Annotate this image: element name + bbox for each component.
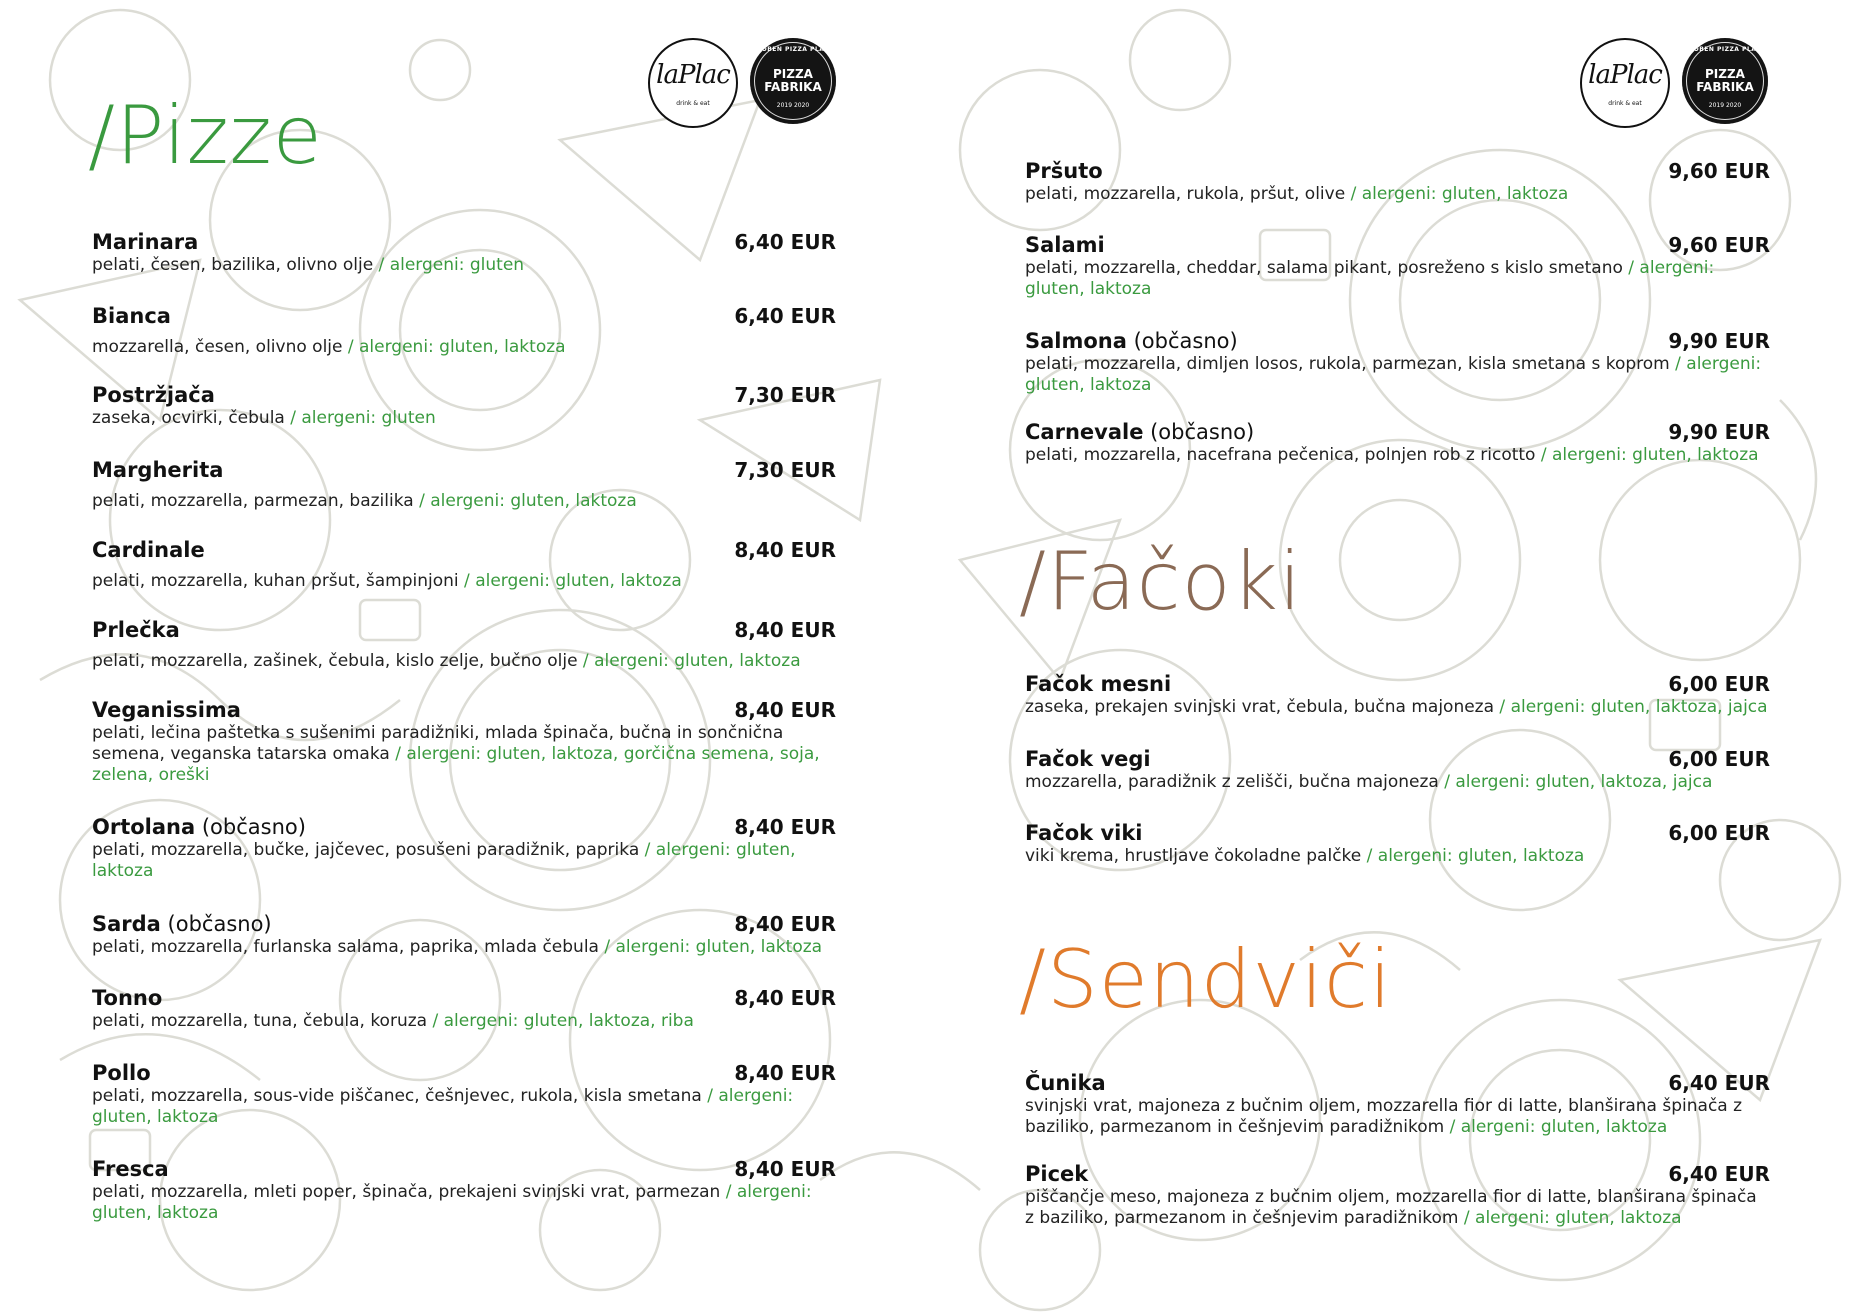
item-price: 6,00 EUR [1668,672,1770,696]
pizza-fabrika-line-1: PIZZA [773,67,813,81]
menu-item [1025,672,1770,718]
item-note: (občasno) [1143,420,1255,444]
item-description [92,491,836,512]
item-price: 8,40 EUR [734,815,836,839]
item-allergens: / alergeni: gluten, laktoza [1345,184,1569,204]
pizza-fabrika-logo [1682,38,1768,124]
item-price: 6,40 EUR [1668,1071,1770,1095]
item-allergens: / alergeni: gluten, laktoza [92,840,796,881]
item-price: 7,30 EUR [734,458,836,482]
item-price: 8,40 EUR [734,538,836,562]
menu-item [1025,1162,1770,1229]
item-price: 8,40 EUR [734,1157,836,1181]
pizza-fabrika-year: 2019 2020 [776,102,810,109]
pizza-fabrika-logo [750,38,836,124]
item-description [1025,184,1770,205]
item-description [1025,772,1770,793]
pizza-fabrika-year: 2019 2020 [1708,102,1742,109]
item-note: (občasno) [195,815,306,839]
item-name: Cardinale [92,538,205,562]
pizza-fabrika-ring-text: GLOBEN PIZZA PLACE [752,46,834,53]
item-name: Sarda [92,912,161,936]
item-note: (občasno) [160,912,272,936]
item-allergens: / alergeni: gluten, laktoza [92,1182,812,1223]
facoki-title: /Fačoki [1019,535,1303,628]
item-ingredients: pelati, mozzarella, furlanska salama, paprika, mlada čebula [92,937,599,957]
item-description [92,255,836,276]
item-ingredients: pelati, mozzarella, zašinek, čebula, kislo zelje, bučno olje [92,651,578,671]
item-price: 9,90 EUR [1668,420,1770,444]
laplac-logo-subtext: drink & eat [676,100,710,107]
laplac-logo-text: laPlac [656,60,730,90]
item-allergens: / alergeni: gluten, laktoza [1361,846,1585,866]
menu-item [92,304,836,358]
item-name: Fačok viki [1025,821,1143,845]
item-description [92,1182,836,1224]
item-ingredients: pelati, mozzarella, nacefrana pečenica, polnjen rob z ricotto [1025,445,1536,465]
item-ingredients: pelati, mozzarella, dimljen losos, rukola, parmezan, kisla smetana s koprom [1025,354,1670,374]
item-note: (občasno) [1126,329,1238,353]
item-name: Salami [1025,233,1105,257]
item-ingredients: svinjski vrat, majoneza z bučnim oljem, mozzarella fior di latte, blanširana špinača z baziliko, parmezanom in češnjevim paradižnikom [1025,1096,1743,1137]
item-ingredients: pelati, mozzarella, cheddar, salama pikant, posreženo s kislo smetano [1025,258,1623,278]
menu-item [92,698,836,786]
item-allergens: / alergeni: gluten, laktoza [1025,354,1762,395]
item-ingredients: pelati, mozzarella, parmezan, bazilika [92,491,414,511]
pizza-fabrika-ring-text: GLOBEN PIZZA PLACE [1684,46,1766,53]
item-price: 8,40 EUR [734,618,836,642]
menu-item [1025,747,1770,793]
item-ingredients: pelati, lečina paštetka s sušenimi paradižniki, mlada špinača, bučna in sončnična semena, veganska tatarska omaka [92,723,784,764]
item-allergens: / alergeni: gluten, laktoza, jajca [1438,772,1713,792]
menu-item [92,458,836,512]
item-name: Prlečka [92,618,180,642]
item-description [92,1086,836,1128]
sendvici-title: /Sendviči [1019,933,1393,1026]
menu-item [1025,159,1770,205]
item-name: Salmona [1025,329,1127,353]
laplac-logo-text: laPlac [1588,60,1662,90]
item-name: Ortolana [92,815,196,839]
menu-item [92,383,836,429]
item-price: 9,60 EUR [1668,159,1770,183]
pizza-fabrika-main-text [1682,68,1768,94]
menu-item [1025,329,1770,396]
item-ingredients: mozzarella, paradižnik z zelišči, bučna majoneza [1025,772,1439,792]
item-description [92,723,836,786]
item-description [92,937,836,958]
item-price: 6,40 EUR [734,304,836,328]
item-price: 6,40 EUR [1668,1162,1770,1186]
item-name: Pršuto [1025,159,1103,183]
item-allergens: / alergeni: gluten [373,255,525,275]
pizza-fabrika-line-2: FABRIKA [1696,80,1754,94]
menu-item [92,986,836,1032]
item-name: Carnevale [1025,420,1144,444]
menu-item [92,1061,836,1128]
item-price: 9,90 EUR [1668,329,1770,353]
item-name: Marinara [92,230,199,254]
item-allergens: / alergeni: gluten, laktoza [1535,445,1759,465]
item-price: 6,00 EUR [1668,747,1770,771]
menu-item [1025,420,1770,466]
pizza-fabrika-line-1: PIZZA [1705,67,1745,81]
item-name: Veganissima [92,698,241,722]
item-ingredients: pelati, mozzarella, kuhan pršut, šampinjoni [92,571,459,591]
item-ingredients: pelati, mozzarella, mleti poper, špinača, prekajeni svinjski vrat, parmezan [92,1182,721,1202]
menu-item [92,538,836,592]
item-allergens: / alergeni: gluten [284,408,436,428]
item-allergens: / alergeni: gluten, laktoza [413,491,637,511]
item-name: Margherita [92,458,224,482]
item-name: Tonno [92,986,163,1010]
item-description [1025,1187,1770,1229]
item-ingredients: viki krema, hrustljave čokoladne palčke [1025,846,1362,866]
item-name: Picek [1025,1162,1089,1186]
item-allergens: / alergeni: gluten, laktoza [458,571,682,591]
item-allergens: / alergeni: gluten, laktoza [1444,1117,1668,1137]
item-description [92,651,836,672]
item-allergens: / alergeni: gluten, laktoza, jajca [1494,697,1768,717]
laplac-logo-subtext: drink & eat [1608,100,1642,107]
item-price: 7,30 EUR [734,383,836,407]
item-ingredients: pelati, česen, bazilika, olivno olje [92,255,374,275]
pizza-fabrika-line-2: FABRIKA [764,80,822,94]
item-price: 8,40 EUR [734,912,836,936]
item-ingredients: piščančje meso, majoneza z bučnim oljem, mozzarella fior di latte, blanširana špinača z baziliko, parmezanom in češnjevim paradižnikom [1025,1187,1757,1228]
item-allergens: / alergeni: gluten, laktoza [92,1086,794,1127]
item-allergens: / alergeni: gluten, laktoza [598,937,823,957]
laplac-logo [648,38,738,128]
item-allergens: / alergeni: gluten, laktoza [1458,1208,1682,1228]
item-name: Pollo [92,1061,151,1085]
menu-item [92,912,836,958]
item-allergens: / alergeni: gluten, laktoza [577,651,801,671]
pizze-title: /Pizze [88,89,323,182]
right-page [925,0,1850,1316]
item-allergens: / alergeni: gluten, laktoza, riba [427,1011,694,1031]
item-price: 8,40 EUR [734,1061,836,1085]
item-name: Bianca [92,304,171,328]
item-description [1025,445,1770,466]
item-price: 9,60 EUR [1668,233,1770,257]
item-price: 8,40 EUR [734,986,836,1010]
menu-item [92,618,836,672]
item-allergens: / alergeni: gluten, laktoza [1025,258,1715,299]
menu-item [1025,1071,1770,1138]
item-allergens: / alergeni: gluten, laktoza, gorčična semena, soja, zelena, oreški [92,744,820,785]
item-description [1025,1096,1770,1138]
item-description [1025,258,1770,300]
item-ingredients: pelati, mozzarella, tuna, čebula, koruza [92,1011,428,1031]
item-description [92,1011,836,1032]
menu-item [1025,821,1770,867]
item-description [92,571,836,592]
item-name: Čunika [1025,1071,1106,1095]
item-description [1025,846,1770,867]
laplac-logo [1580,38,1670,128]
item-ingredients: zaseka, prekajen svinjski vrat, čebula, bučna majoneza [1025,697,1495,717]
menu-item [92,815,836,882]
logos-left [648,38,836,128]
menu-item [92,1157,836,1224]
menu-item [92,230,836,276]
item-ingredients: mozzarella, česen, olivno olje [92,337,343,357]
item-ingredients: pelati, mozzarella, rukola, pršut, olive [1025,184,1346,204]
item-description [92,840,836,882]
item-name: Postržjača [92,383,215,407]
pizza-fabrika-main-text [750,68,836,94]
item-name: Fresca [92,1157,169,1181]
item-name: Fačok vegi [1025,747,1151,771]
item-description [92,337,836,358]
item-description [1025,354,1770,396]
item-ingredients: zaseka, ocvirki, čebula [92,408,285,428]
item-allergens: / alergeni: gluten, laktoza [342,337,566,357]
item-description [1025,697,1770,718]
logos-right [1580,38,1768,128]
menu-item [1025,233,1770,300]
item-description [92,408,836,429]
item-price: 8,40 EUR [734,698,836,722]
item-price: 6,40 EUR [734,230,836,254]
item-ingredients: pelati, mozzarella, sous-vide piščanec, češnjevec, rukola, kisla smetana [92,1086,702,1106]
item-ingredients: pelati, mozzarella, bučke, jajčevec, posušeni paradižnik, paprika [92,840,640,860]
item-price: 6,00 EUR [1668,821,1770,845]
item-name: Fačok mesni [1025,672,1172,696]
